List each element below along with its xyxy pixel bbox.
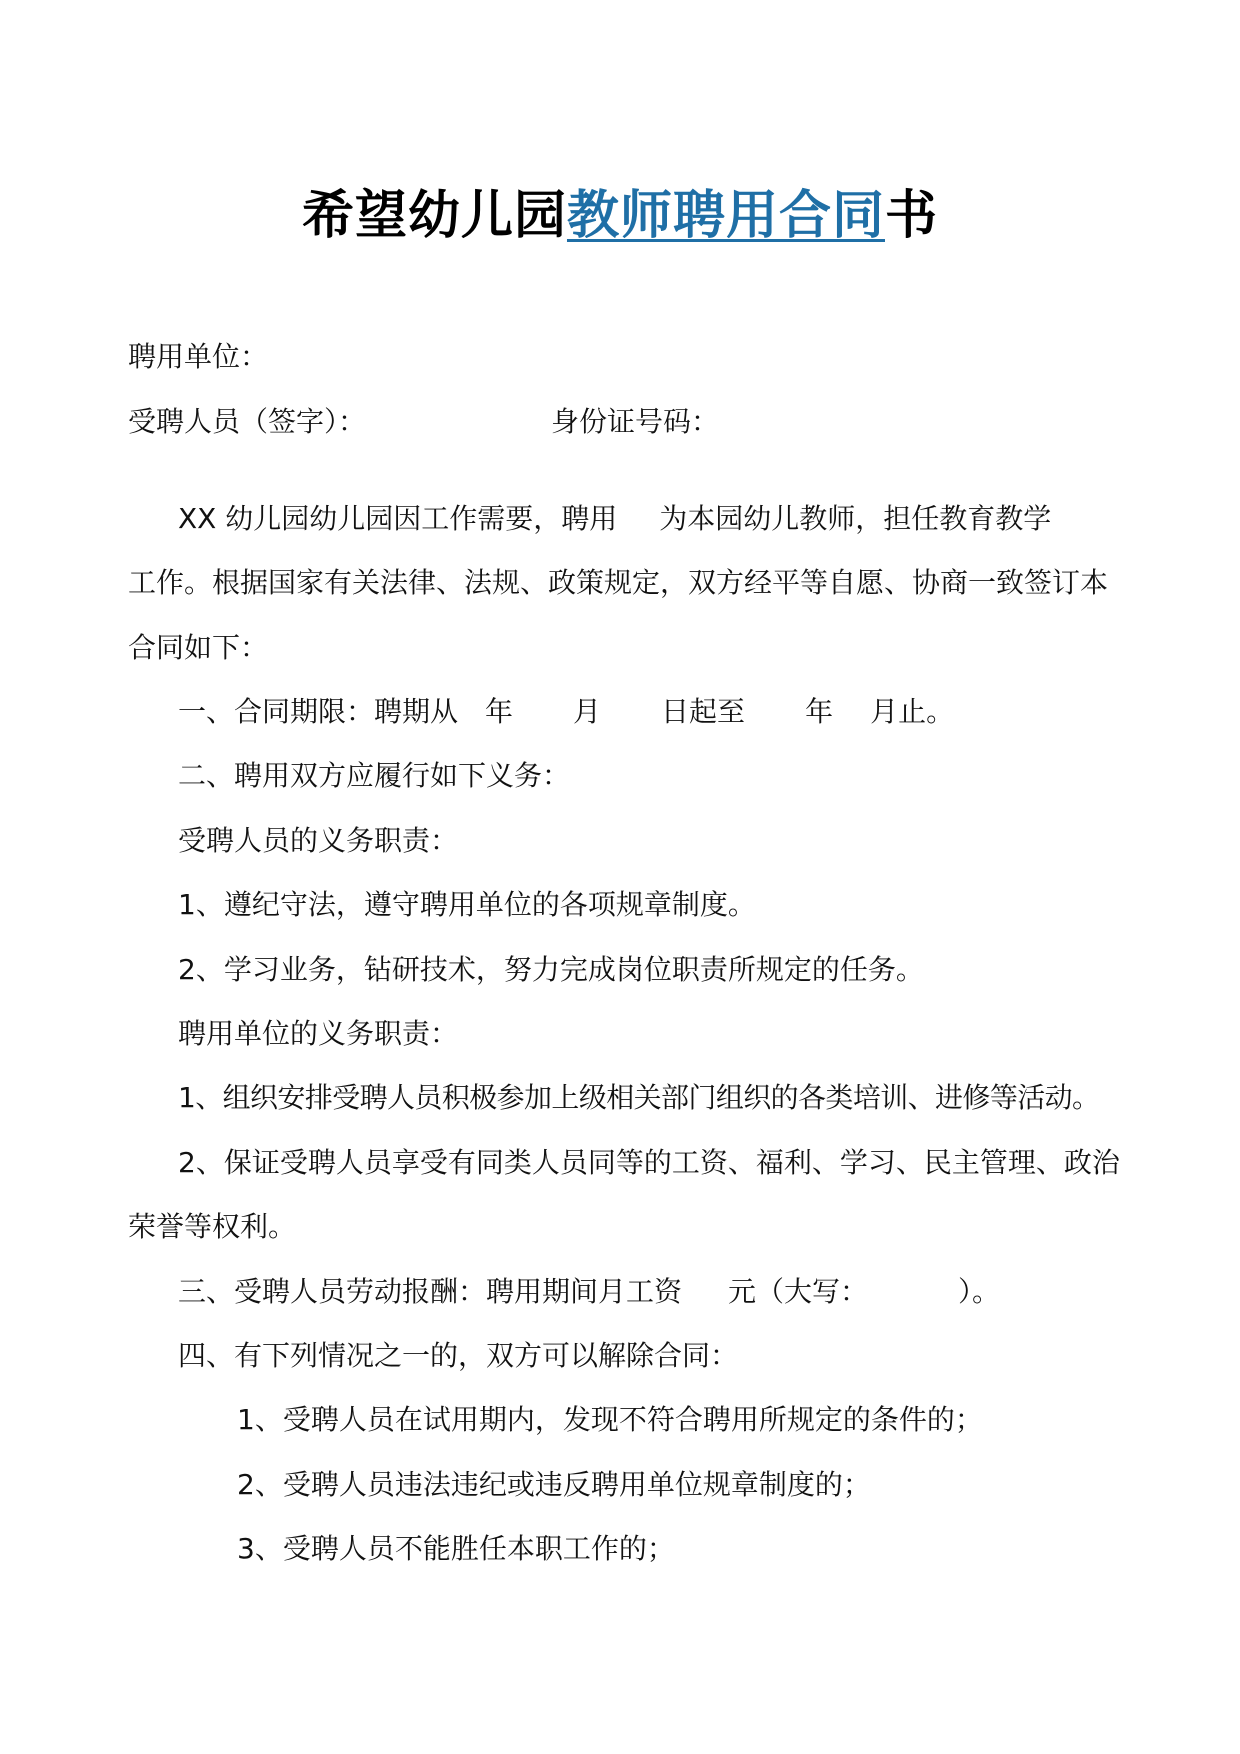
termination-item: 1、受聘人员在试用期内，发现不符合聘用所规定的条件的； (237, 1403, 983, 1436)
title-prefix: 希望幼儿园 (301, 186, 567, 246)
term-month-1: 月 (573, 695, 602, 728)
intro-line-3: 合同如下： (128, 631, 269, 664)
termination-item: 2、受聘人员违法违纪或违反聘用单位规章制度的； (237, 1468, 871, 1501)
employer-duty-item: 2、保证受聘人员享受有同类人员同等的工资、福利、学习、民主管理、政治 (178, 1146, 1120, 1179)
salary-a: 三、受聘人员劳动报酬：聘用期间月工资 (178, 1275, 683, 1308)
termination-item: 3、受聘人员不能胜任本职工作的； (237, 1532, 675, 1565)
salary-b: 元（大写： (728, 1275, 869, 1308)
intro-line-2: 工作。根据国家有关法律、法规、政策规定，双方经平等自愿、协商一致签订本 (128, 566, 1109, 599)
term-month-2: 月止。 (870, 695, 955, 728)
term-year-1: 年 (485, 695, 514, 728)
employer-duty-item: 1、组织安排受聘人员积极参加上级相关部门组织的各类培训、进修等活动。 (178, 1081, 1100, 1114)
employee-duty-item: 2、学习业务，钻研技术，努力完成岗位职责所规定的任务。 (178, 953, 924, 986)
intro-line-1-a: XX 幼儿园幼儿园因工作需要，聘用 (178, 502, 618, 535)
salary-c: ）。 (958, 1275, 1001, 1308)
title-highlight[interactable]: 教师聘用合同 (566, 186, 885, 246)
employee-signature-label: 受聘人员（签字）： (128, 405, 367, 438)
intro-line-1 (178, 499, 1051, 539)
intro-line-1-b: 为本园幼儿教师，担任教育教学 (659, 502, 1052, 535)
title-suffix: 书 (885, 186, 939, 246)
employer-duties-heading: 聘用单位的义务职责： (178, 1017, 459, 1050)
term-a: 一、合同期限：聘期从 (178, 695, 459, 728)
duties-heading: 二、聘用双方应履行如下义务： (178, 759, 571, 792)
employer-field-label: 聘用单位： (128, 340, 269, 373)
contract-term (178, 692, 954, 732)
id-number-label: 身份证号码： (551, 405, 720, 438)
document-title (0, 178, 1240, 254)
employee-duties-heading: 受聘人员的义务职责： (178, 824, 459, 857)
employee-duty-item: 1、遵纪守法，遵守聘用单位的各项规章制度。 (178, 888, 756, 921)
termination-heading: 四、有下列情况之一的，双方可以解除合同： (178, 1339, 739, 1372)
employer-duty-item-continued: 荣誉等权利。 (128, 1210, 297, 1243)
term-year-2: 年 (805, 695, 834, 728)
term-day: 日起至 (661, 695, 746, 728)
salary-clause (178, 1272, 1000, 1312)
